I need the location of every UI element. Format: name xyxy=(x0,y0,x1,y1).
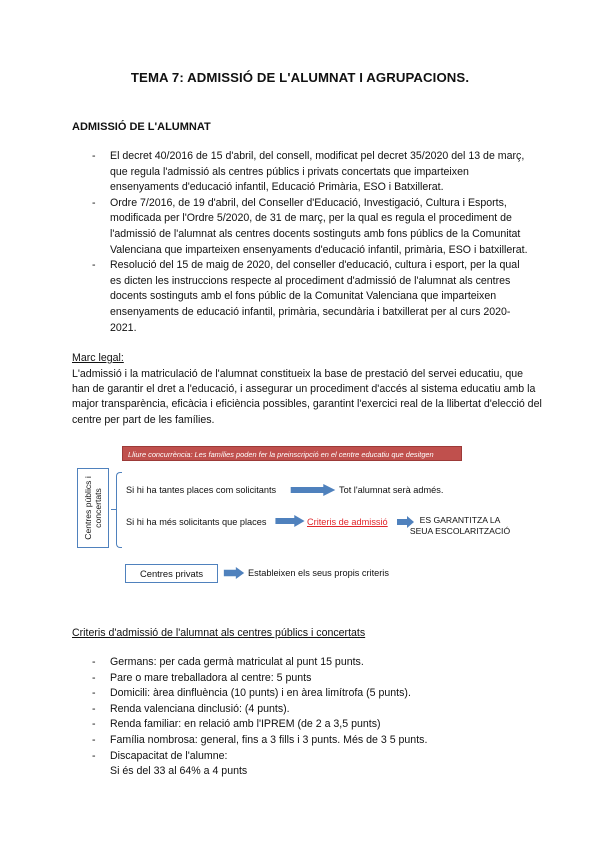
list-item-text: Família nombrosa: general, fins a 3 fills i 3 punts. Més de 3 5 punts. xyxy=(110,733,428,746)
branch1-result: Tot l'alumnat serà admés. xyxy=(339,485,444,495)
bullet-dash: - xyxy=(92,259,96,272)
list-item xyxy=(92,749,532,780)
list-item-text: El decret 40/2016 de 15 d'abril, del consell, modificat pel decret 35/2020 del 13 de març, que regula l'admissió als centres públics i privats concertats que imparteixen ensenyaments d'educació infantil, Educació Primària, ESO i Batxillerat. xyxy=(110,150,525,194)
admission-criteria-link[interactable]: Criteris de admissió xyxy=(307,517,388,527)
bullet-dash: - xyxy=(92,671,96,684)
marc-legal-heading: Marc legal: xyxy=(72,352,124,364)
guarantee-line-1: ES GARANTITZA LA xyxy=(419,515,501,525)
private-centres-box: Centres privats xyxy=(125,564,218,583)
list-item xyxy=(92,717,532,733)
public-centres-label xyxy=(83,473,103,543)
branch2-condition: Si hi ha més solicitants que places xyxy=(126,517,267,527)
list-item-text: Domicili: àrea dinfluència (10 punts) i en àrea limítrofa (5 punts). xyxy=(110,687,411,700)
branch1-condition: Si hi ha tantes places com solicitants xyxy=(126,485,277,495)
private-centres-result: Estableixen els seus propis criteris xyxy=(248,568,389,578)
list-item-text: Discapacitat de l'alumne: xyxy=(110,749,228,762)
page-title: TEMA 7: ADMISSIÓ DE L'ALUMNAT I AGRUPACIONS. xyxy=(130,70,470,85)
arrow-right-icon xyxy=(287,484,339,496)
arrow-right-icon xyxy=(273,515,307,527)
arrow-right-icon xyxy=(223,567,245,579)
list-item xyxy=(92,702,532,718)
schooling-guarantee xyxy=(408,515,512,537)
list-item xyxy=(92,686,532,702)
list-item xyxy=(92,258,532,336)
list-item xyxy=(92,671,532,687)
bullet-dash: - xyxy=(92,702,96,715)
list-item-subtext: Si és del 33 al 64% a 4 punts xyxy=(110,765,248,778)
criteria-heading: Criteris d'admissió de l'alumnat als centres públics i concertats xyxy=(72,627,366,639)
bullet-dash: - xyxy=(92,687,96,700)
branch-bracket xyxy=(116,472,122,548)
list-item-text: Resolució del 15 de maig de 2020, del conseller d'educació, cultura i esport, per la qual es dicten les instruccions respecte al procediment d'admissió de l'alumnat als centres docents sostinguts amb el fons públic de la Comunitat Valenciana que imparteixen ensenyaments de educació infantil, primària, secundària i batxillerat per al curs 2020-2021. xyxy=(110,259,520,334)
list-item xyxy=(92,733,532,749)
marc-legal-paragraph: L'admissió i la matriculació de l'alumnat constitueix la base de prestació del servei educatiu, que han de garantir el dret a l'educació, i assegurar un procediment d'accés al sistema educatiu amb la major transparència, eficàcia i eficiència possibles, garantint l'exercici real de la llibertat d'elecció del centre per part de les famílies. xyxy=(72,368,542,426)
guarantee-line-2: SEUA ESCOLARITZACIÓ xyxy=(409,526,511,536)
bullet-dash: - xyxy=(92,733,96,746)
list-item xyxy=(92,655,532,671)
bullet-dash: - xyxy=(92,718,96,731)
list-item-text: Renda valenciana dinclusió: (4 punts). xyxy=(110,702,290,715)
list-item-text: Renda familiar: en relació amb l'IPREM (de 2 a 3,5 punts) xyxy=(110,718,381,731)
bullet-dash: - xyxy=(92,150,96,162)
public-centres-box xyxy=(77,468,109,548)
free-choice-banner: Lliure concurrència: Les famílies poden fer la preinscripció en el centre educatiu que desitgen xyxy=(122,446,462,461)
legislation-list xyxy=(92,149,532,336)
list-item xyxy=(92,149,532,196)
list-item xyxy=(92,196,532,258)
list-item-text: Pare o mare treballadora al centre: 5 punts xyxy=(110,671,312,684)
list-item-text: Germans: per cada germà matriculat al punt 15 punts. xyxy=(110,656,364,668)
list-item-text: Ordre 7/2016, de 19 d'abril, del Conseller d'Educació, Investigació, Cultura i Esports, modificada per l'Ordre 5/2020, de 31 de març, per la qual es regula el procediment de l'admissió de l'alumnat als centres docents sostinguts amb fons públics de la Comunitat Valenciana que imparteixen ensenyaments d'educació infantil, primària, ESO i batxillerat. xyxy=(110,196,528,256)
bullet-dash: - xyxy=(92,196,96,209)
bullet-dash: - xyxy=(92,749,96,762)
section-heading: ADMISSIÓ DE L'ALUMNAT xyxy=(72,121,211,133)
criteria-list xyxy=(92,655,532,780)
vertical-label-text: Centres públics i concertats xyxy=(83,476,103,540)
bullet-dash: - xyxy=(92,656,96,668)
